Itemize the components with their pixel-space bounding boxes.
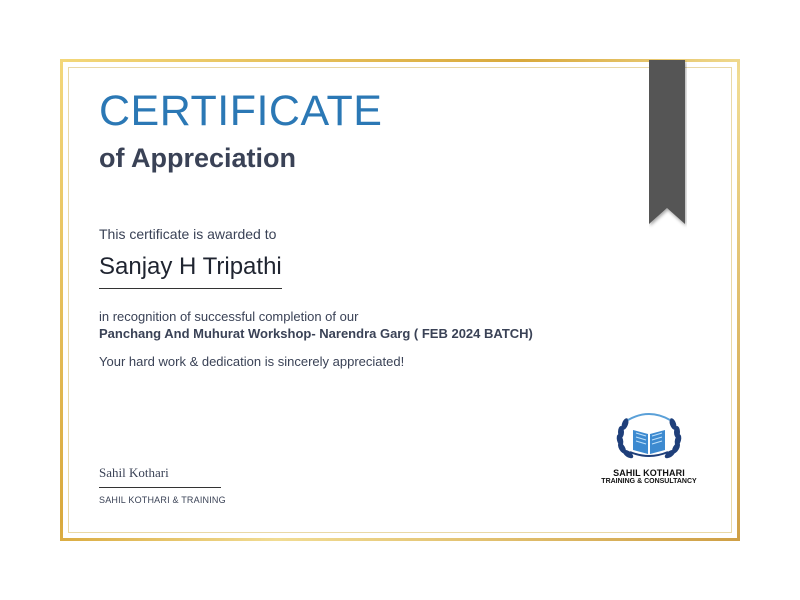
signature-line xyxy=(99,487,221,488)
bookmark-ribbon-icon xyxy=(649,60,687,230)
awarded-text: This certificate is awarded to xyxy=(99,226,277,242)
course-name: Panchang And Muhurat Workshop- Narendra Garg ( FEB 2024 BATCH) xyxy=(99,326,533,341)
certificate-title: CERTIFICATE xyxy=(99,87,383,135)
logo-tagline: TRAINING & CONSULTANCY xyxy=(601,478,697,485)
recognition-text: in recognition of successful completion of our xyxy=(99,309,359,324)
recipient-name: Sanjay H Tripathi xyxy=(99,253,282,289)
signature: Sahil Kothari xyxy=(99,465,169,480)
logo-name: SAHIL KOTHARI xyxy=(613,468,685,478)
signature-organization: SAHIL KOTHARI & TRAINING xyxy=(99,495,226,505)
appreciation-text: Your hard work & dedication is sincerely appreciated! xyxy=(99,354,405,369)
certificate-subtitle: of Appreciation xyxy=(99,143,297,173)
